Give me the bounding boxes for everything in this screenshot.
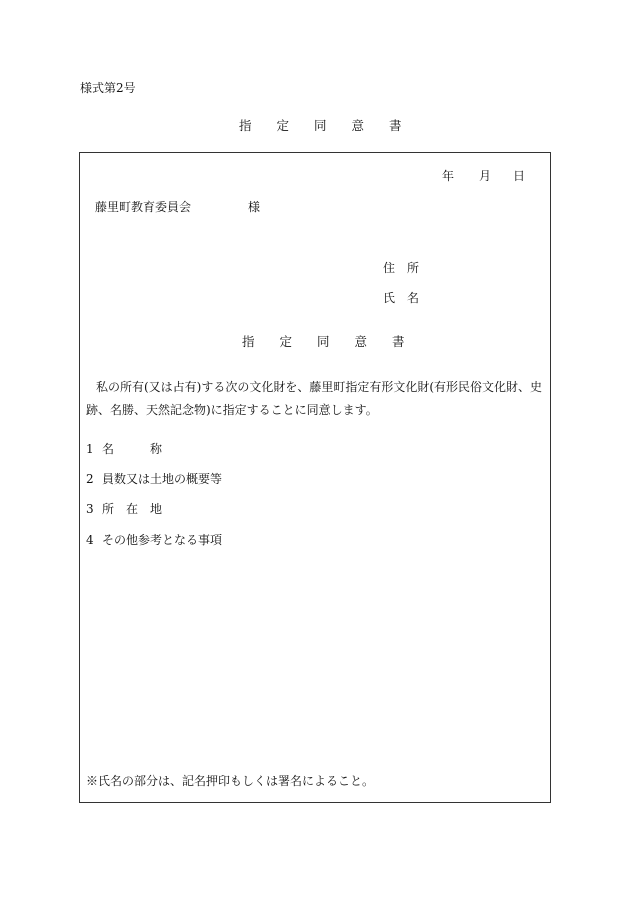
item-number: 4 <box>86 533 94 547</box>
item-name <box>86 443 162 455</box>
item-label: 員数又は土地の概要等 <box>102 472 223 486</box>
footnote: ※氏名の部分は、記名押印もしくは署名によること。 <box>86 774 375 788</box>
address-label: 住 所 <box>383 261 420 275</box>
form-title: 指 定 同 意 書 <box>242 334 405 349</box>
document-title: 指 定 同 意 書 <box>239 118 402 133</box>
consent-statement-line-2: 跡、名勝、天然記念物)に指定することに同意します。 <box>86 403 378 417</box>
date-month-label: 月 <box>479 169 492 183</box>
item-number: 2 <box>86 472 94 486</box>
item-other-reference <box>86 534 222 546</box>
item-number: 3 <box>86 502 94 516</box>
date-year-label: 年 <box>442 169 455 183</box>
name-label: 氏 名 <box>383 291 420 305</box>
item-label: 名 称 <box>102 442 163 456</box>
item-label: その他参考となる事項 <box>102 533 223 547</box>
addressee-organization: 藤里町教育委員会 <box>95 200 192 214</box>
addressee-honorific: 様 <box>248 200 261 214</box>
item-number: 1 <box>86 442 94 456</box>
date-day-label: 日 <box>513 169 526 183</box>
consent-statement-line-1: 私の所有(又は占有)する次の文化財を、藤里町指定有形文化財(有形民俗文化財、史 <box>96 380 543 394</box>
form-number: 様式第2号 <box>80 81 136 95</box>
item-label: 所 在 地 <box>102 502 163 516</box>
item-quantity-or-land <box>86 473 222 485</box>
item-location <box>86 503 162 515</box>
